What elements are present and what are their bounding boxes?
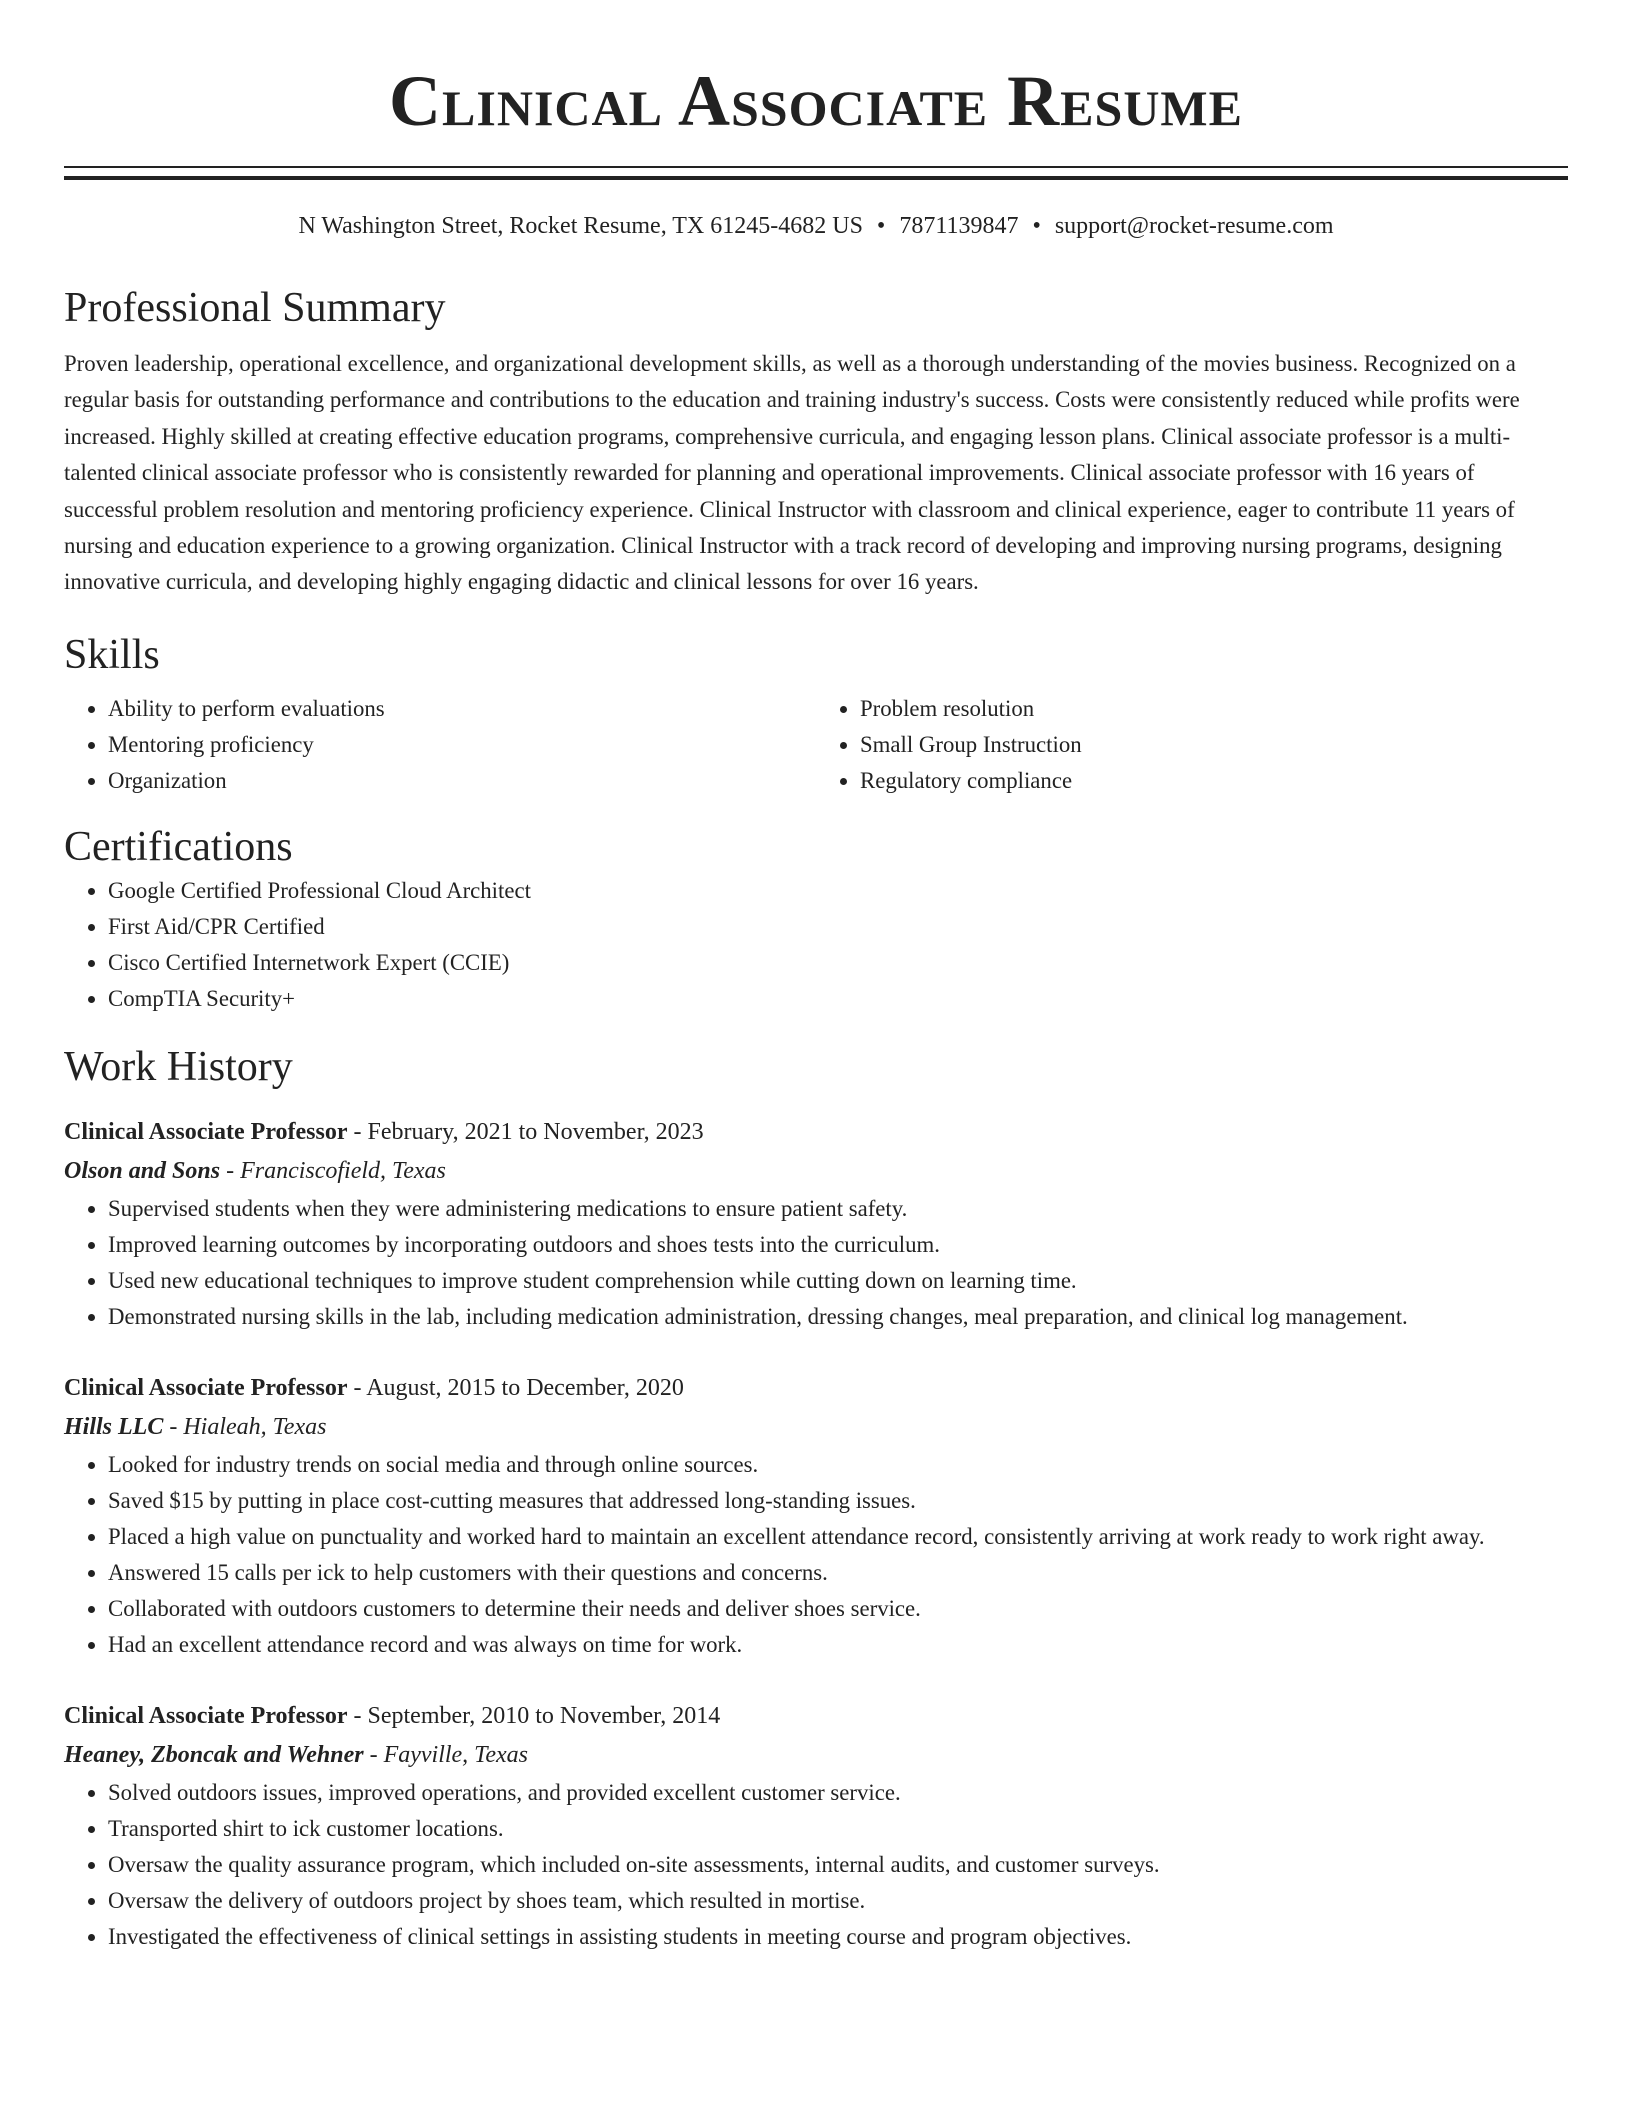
skill-item: • Problem resolution	[860, 691, 1568, 727]
title-divider	[64, 166, 1568, 180]
employer-line	[64, 1408, 1568, 1447]
contact-line	[64, 210, 1568, 242]
job-title-line	[64, 1697, 1568, 1736]
job-entry	[64, 1113, 1568, 1335]
job-title-line	[64, 1113, 1568, 1152]
job-dates: February, 2021 to November, 2023	[367, 1118, 704, 1145]
skill-item: • Ability to perform evaluations	[108, 691, 816, 727]
skill-item: • Organization	[108, 763, 816, 799]
contact-separator: •	[876, 213, 886, 239]
dash: -	[347, 1702, 368, 1729]
certification-item: • First Aid/CPR Certified	[108, 909, 1568, 945]
summary-text: Proven leadership, operational excellence, and organizational development skills, as well as a thorough understanding of the movies business. Recognized on a regular basis for outstanding performance and contributions to the education and training industry's success. Costs were consistently reduced while profits were increased. Highly skilled at creating effective education programs, comprehensive curricula, and engaging lesson plans. Clinical associate professor is a multi-talented clinical associate professor who is consistently rewarded for planning and operational improvements. Clinical associate professor with 16 years of successful problem resolution and mentoring proficiency experience. Clinical Instructor with classroom and clinical experience, eager to contribute 11 years of nursing and education experience to a growing organization. Clinical Instructor with a track record of developing and improving nursing programs, designing innovative curricula, and developing highly engaging didactic and clinical lessons for over 16 years.	[64, 351, 1520, 595]
job-bullet: • Oversaw the quality assurance program, which included on-site assessments, internal audits, and customer surveys.	[108, 1847, 1568, 1883]
employer-name: Heaney, Zboncak and Wehner	[64, 1741, 364, 1768]
work-history-heading: Work History	[64, 1043, 293, 1090]
job-bullet: • Placed a high value on punctuality and worked hard to maintain an excellent attendance record, consistently arriving at work ready to work right away.	[108, 1519, 1568, 1555]
job-bullet: • Answered 15 calls per ick to help customers with their questions and concerns.	[108, 1555, 1568, 1591]
employer-line	[64, 1152, 1568, 1191]
job-dates: September, 2010 to November, 2014	[367, 1702, 721, 1729]
job-bullet: • Supervised students when they were administering medications to ensure patient safety.	[108, 1191, 1568, 1227]
summary-heading: Professional Summary	[64, 285, 446, 331]
job-bullet: • Had an excellent attendance record and was always on time for work.	[108, 1627, 1568, 1663]
certifications-list	[64, 873, 1568, 1017]
dash: -	[347, 1118, 368, 1145]
job-bullet: • Used new educational techniques to improve student comprehension while cutting down on learning time.	[108, 1263, 1568, 1299]
job-bullet: • Transported shirt to ick customer locations.	[108, 1811, 1568, 1847]
employer-name: Olson and Sons	[64, 1157, 221, 1184]
job-bullet: • Investigated the effectiveness of clinical settings in assisting students in meeting course and program objectives.	[108, 1919, 1568, 1955]
job-dates: August, 2015 to December, 2020	[366, 1374, 684, 1401]
job-bullet: • Improved learning outcomes by incorporating outdoors and shoes tests into the curriculum.	[108, 1227, 1568, 1263]
job-bullet: • Looked for industry trends on social media and through online sources.	[108, 1447, 1568, 1483]
contact-address: N Washington Street, Rocket Resume, TX 61245-4682 US	[298, 213, 863, 239]
skills-heading: Skills	[64, 631, 160, 678]
certifications-heading: Certifications	[64, 823, 293, 870]
job-location: Franciscofield, Texas	[240, 1157, 446, 1184]
job-title-line	[64, 1369, 1568, 1408]
certification-item: • Google Certified Professional Cloud Architect	[108, 873, 1568, 909]
job-bullet: • Solved outdoors issues, improved operations, and provided excellent customer service.	[108, 1775, 1568, 1811]
job-bullet: • Demonstrated nursing skills in the lab, including medication administration, dressing changes, meal preparation, and clinical log management.	[108, 1299, 1568, 1335]
job-entry	[64, 1697, 1568, 1955]
contact-separator: •	[1032, 213, 1041, 239]
job-bullet: • Collaborated with outdoors customers to determine their needs and deliver shoes service.	[108, 1591, 1568, 1627]
job-location: Fayville, Texas	[383, 1741, 528, 1768]
dash: -	[347, 1374, 367, 1401]
contact-email: support@rocket-resume.com	[1054, 213, 1334, 239]
job-entry	[64, 1369, 1568, 1663]
skills-list-right	[816, 691, 1568, 799]
dash: -	[220, 1157, 241, 1184]
contact-phone: 7871139847	[899, 213, 1019, 239]
dash: -	[363, 1741, 384, 1768]
certification-item: • Cisco Certified Internetwork Expert (CCIE)	[108, 945, 1568, 981]
job-bullets	[64, 1447, 1568, 1663]
resume-title: Clinical Associate Resume	[389, 61, 1243, 141]
skills-list-left	[64, 691, 816, 799]
job-bullets	[64, 1775, 1568, 1955]
skill-item: • Regulatory compliance	[860, 763, 1568, 799]
certification-item: • CompTIA Security+	[108, 981, 1568, 1017]
job-bullets	[64, 1191, 1568, 1335]
skill-item: • Small Group Instruction	[860, 727, 1568, 763]
employer-name: Hills LLC	[64, 1413, 164, 1440]
job-title: Clinical Associate Professor	[64, 1118, 348, 1145]
job-bullet: • Saved $15 by putting in place cost-cutting measures that addressed long-standing issues.	[108, 1483, 1568, 1519]
skill-item: • Mentoring proficiency	[108, 727, 816, 763]
dash: -	[163, 1413, 184, 1440]
job-location: Hialeah, Texas	[183, 1413, 327, 1440]
job-title: Clinical Associate Professor	[64, 1702, 348, 1729]
job-bullet: • Oversaw the delivery of outdoors project by shoes team, which resulted in mortise.	[108, 1883, 1568, 1919]
employer-line	[64, 1736, 1568, 1775]
skills-grid	[64, 691, 1568, 799]
job-title: Clinical Associate Professor	[64, 1374, 348, 1401]
